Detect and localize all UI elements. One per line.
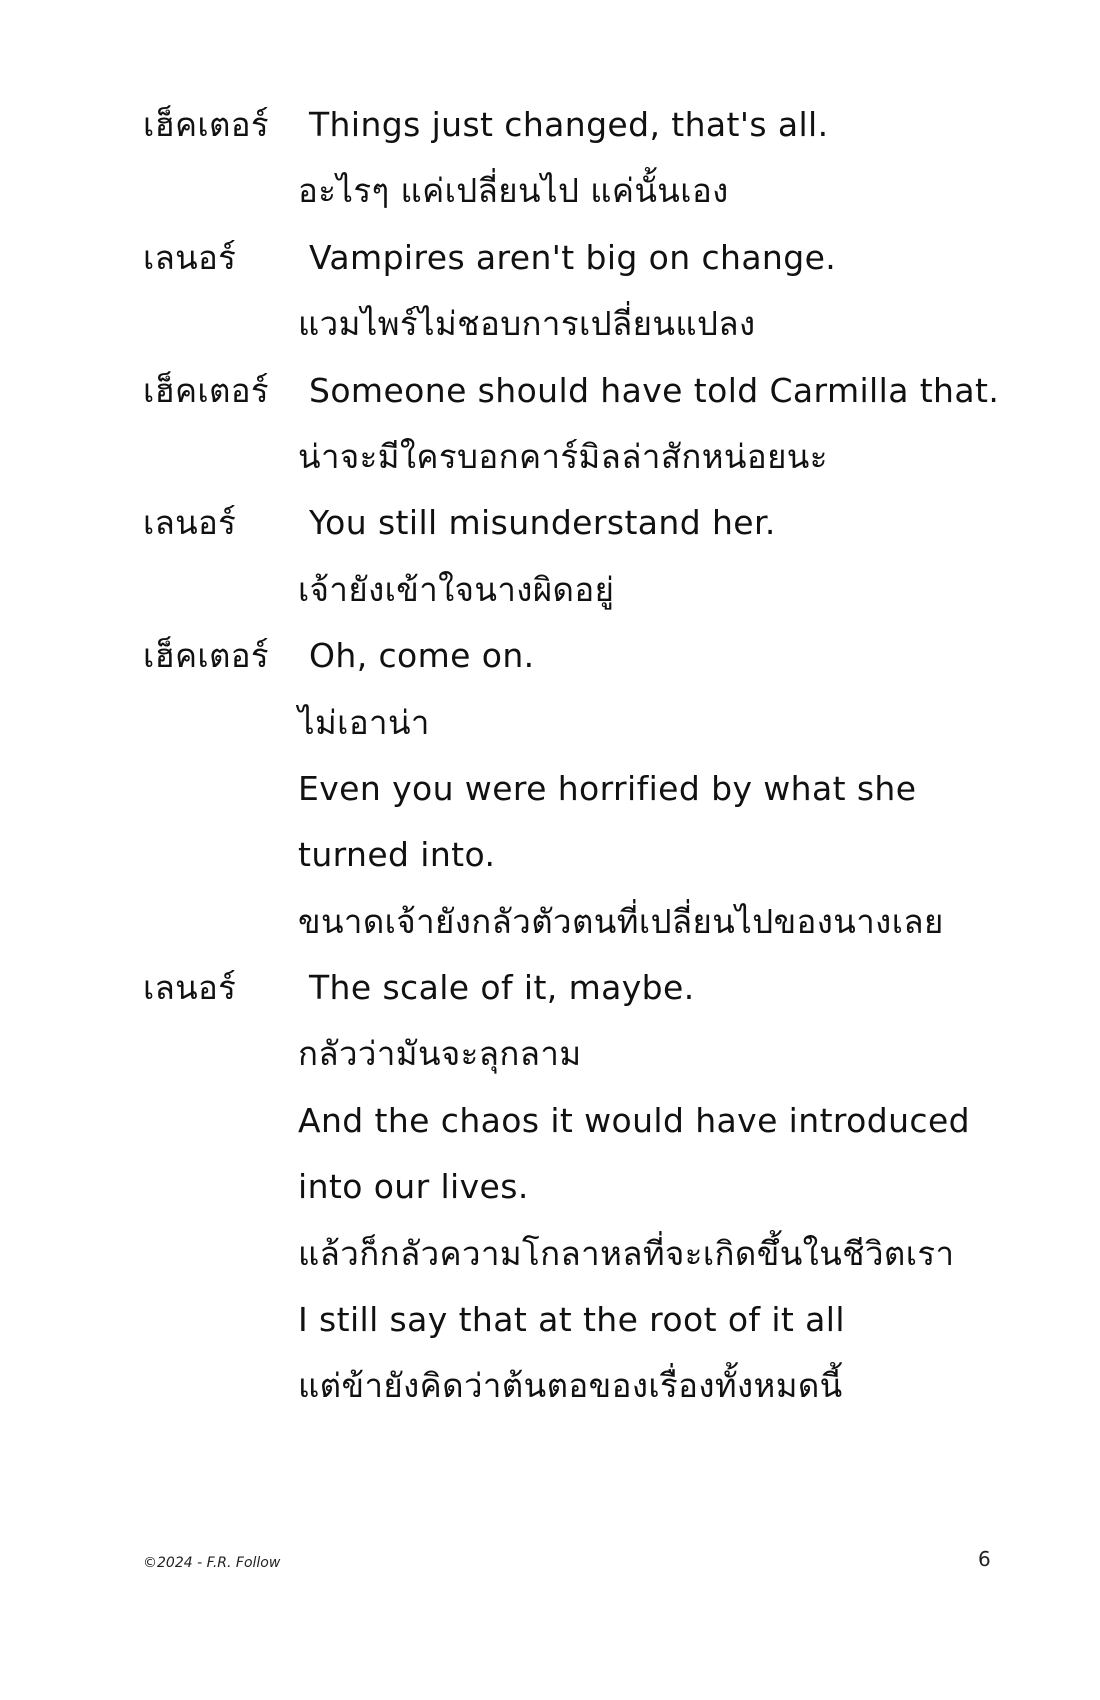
- dialogue-line: [143, 889, 1023, 955]
- line-text: The scale of it, maybe.: [309, 968, 695, 1008]
- speaker-name: เฮ็คเตอร์: [143, 636, 269, 676]
- line-text: And the chaos it would have introduced: [298, 1100, 970, 1140]
- line-text: แล้วก็กลัวความโกลาหลที่จะเกิดขึ้นในชีวิตเรา: [298, 1233, 955, 1273]
- dialogue-line: [143, 955, 1023, 1021]
- dialogue-line: [143, 1353, 1023, 1419]
- dialogue-line: [143, 1088, 1023, 1154]
- line-text: Someone should have told Carmilla that.: [309, 370, 1000, 410]
- dialogue-line: [143, 623, 1023, 689]
- speaker-name: เฮ็คเตอร์: [143, 370, 269, 410]
- dialogue-block: [143, 92, 1023, 1420]
- dialogue-line: [143, 690, 1023, 756]
- dialogue-line: [143, 557, 1023, 623]
- speaker-name: เลนอร์: [143, 237, 237, 277]
- line-text: Things just changed, that's all.: [309, 105, 829, 144]
- dialogue-line: [143, 756, 1023, 822]
- dialogue-line: [143, 358, 1023, 424]
- line-text: I still say that at the root of it all: [298, 1300, 845, 1340]
- dialogue-line: [143, 1287, 1023, 1353]
- line-text: อะไรๆ แค่เปลี่ยนไป แค่นั้นเอง: [298, 171, 729, 211]
- line-text: Oh, come on.: [309, 636, 535, 676]
- speaker-name: เลนอร์: [143, 968, 237, 1008]
- dialogue-line: [143, 1154, 1023, 1220]
- dialogue-line: [143, 424, 1023, 490]
- dialogue-line: [143, 1221, 1023, 1287]
- dialogue-line: [143, 291, 1023, 357]
- speaker-name: เลนอร์: [143, 503, 237, 543]
- dialogue-line: [143, 92, 1023, 158]
- line-text: แต่ข้ายังคิดว่าต้นตอของเรื่องทั้งหมดนี้: [298, 1366, 843, 1406]
- dialogue-line: [143, 1021, 1023, 1087]
- line-text: แวมไพร์ไม่ชอบการเปลี่ยนแปลง: [298, 304, 756, 344]
- page-number: 6: [978, 1547, 991, 1571]
- line-text: into our lives.: [298, 1167, 529, 1207]
- copyright-footer: ©2024 - F.R. Follow: [143, 1555, 281, 1571]
- dialogue-line: [143, 490, 1023, 556]
- line-text: ไม่เอาน่า: [298, 702, 430, 742]
- line-text: You still misunderstand her.: [309, 503, 776, 543]
- line-text: กลัวว่ามันจะลุกลาม: [298, 1034, 582, 1074]
- line-text: เจ้ายังเข้าใจนางผิดอยู่: [298, 569, 615, 609]
- line-text: Vampires aren't big on change.: [309, 237, 837, 277]
- speaker-name: เฮ็คเตอร์: [143, 105, 269, 144]
- dialogue-line: [143, 225, 1023, 291]
- dialogue-line: [143, 822, 1023, 888]
- line-text: turned into.: [298, 835, 496, 875]
- dialogue-line: [143, 158, 1023, 224]
- line-text: ขนาดเจ้ายังกลัวตัวตนที่เปลี่ยนไปของนางเลย: [298, 901, 944, 941]
- line-text: น่าจะมีใครบอกคาร์มิลล่าสักหน่อยนะ: [298, 436, 828, 476]
- line-text: Even you were horrified by what she: [298, 768, 917, 808]
